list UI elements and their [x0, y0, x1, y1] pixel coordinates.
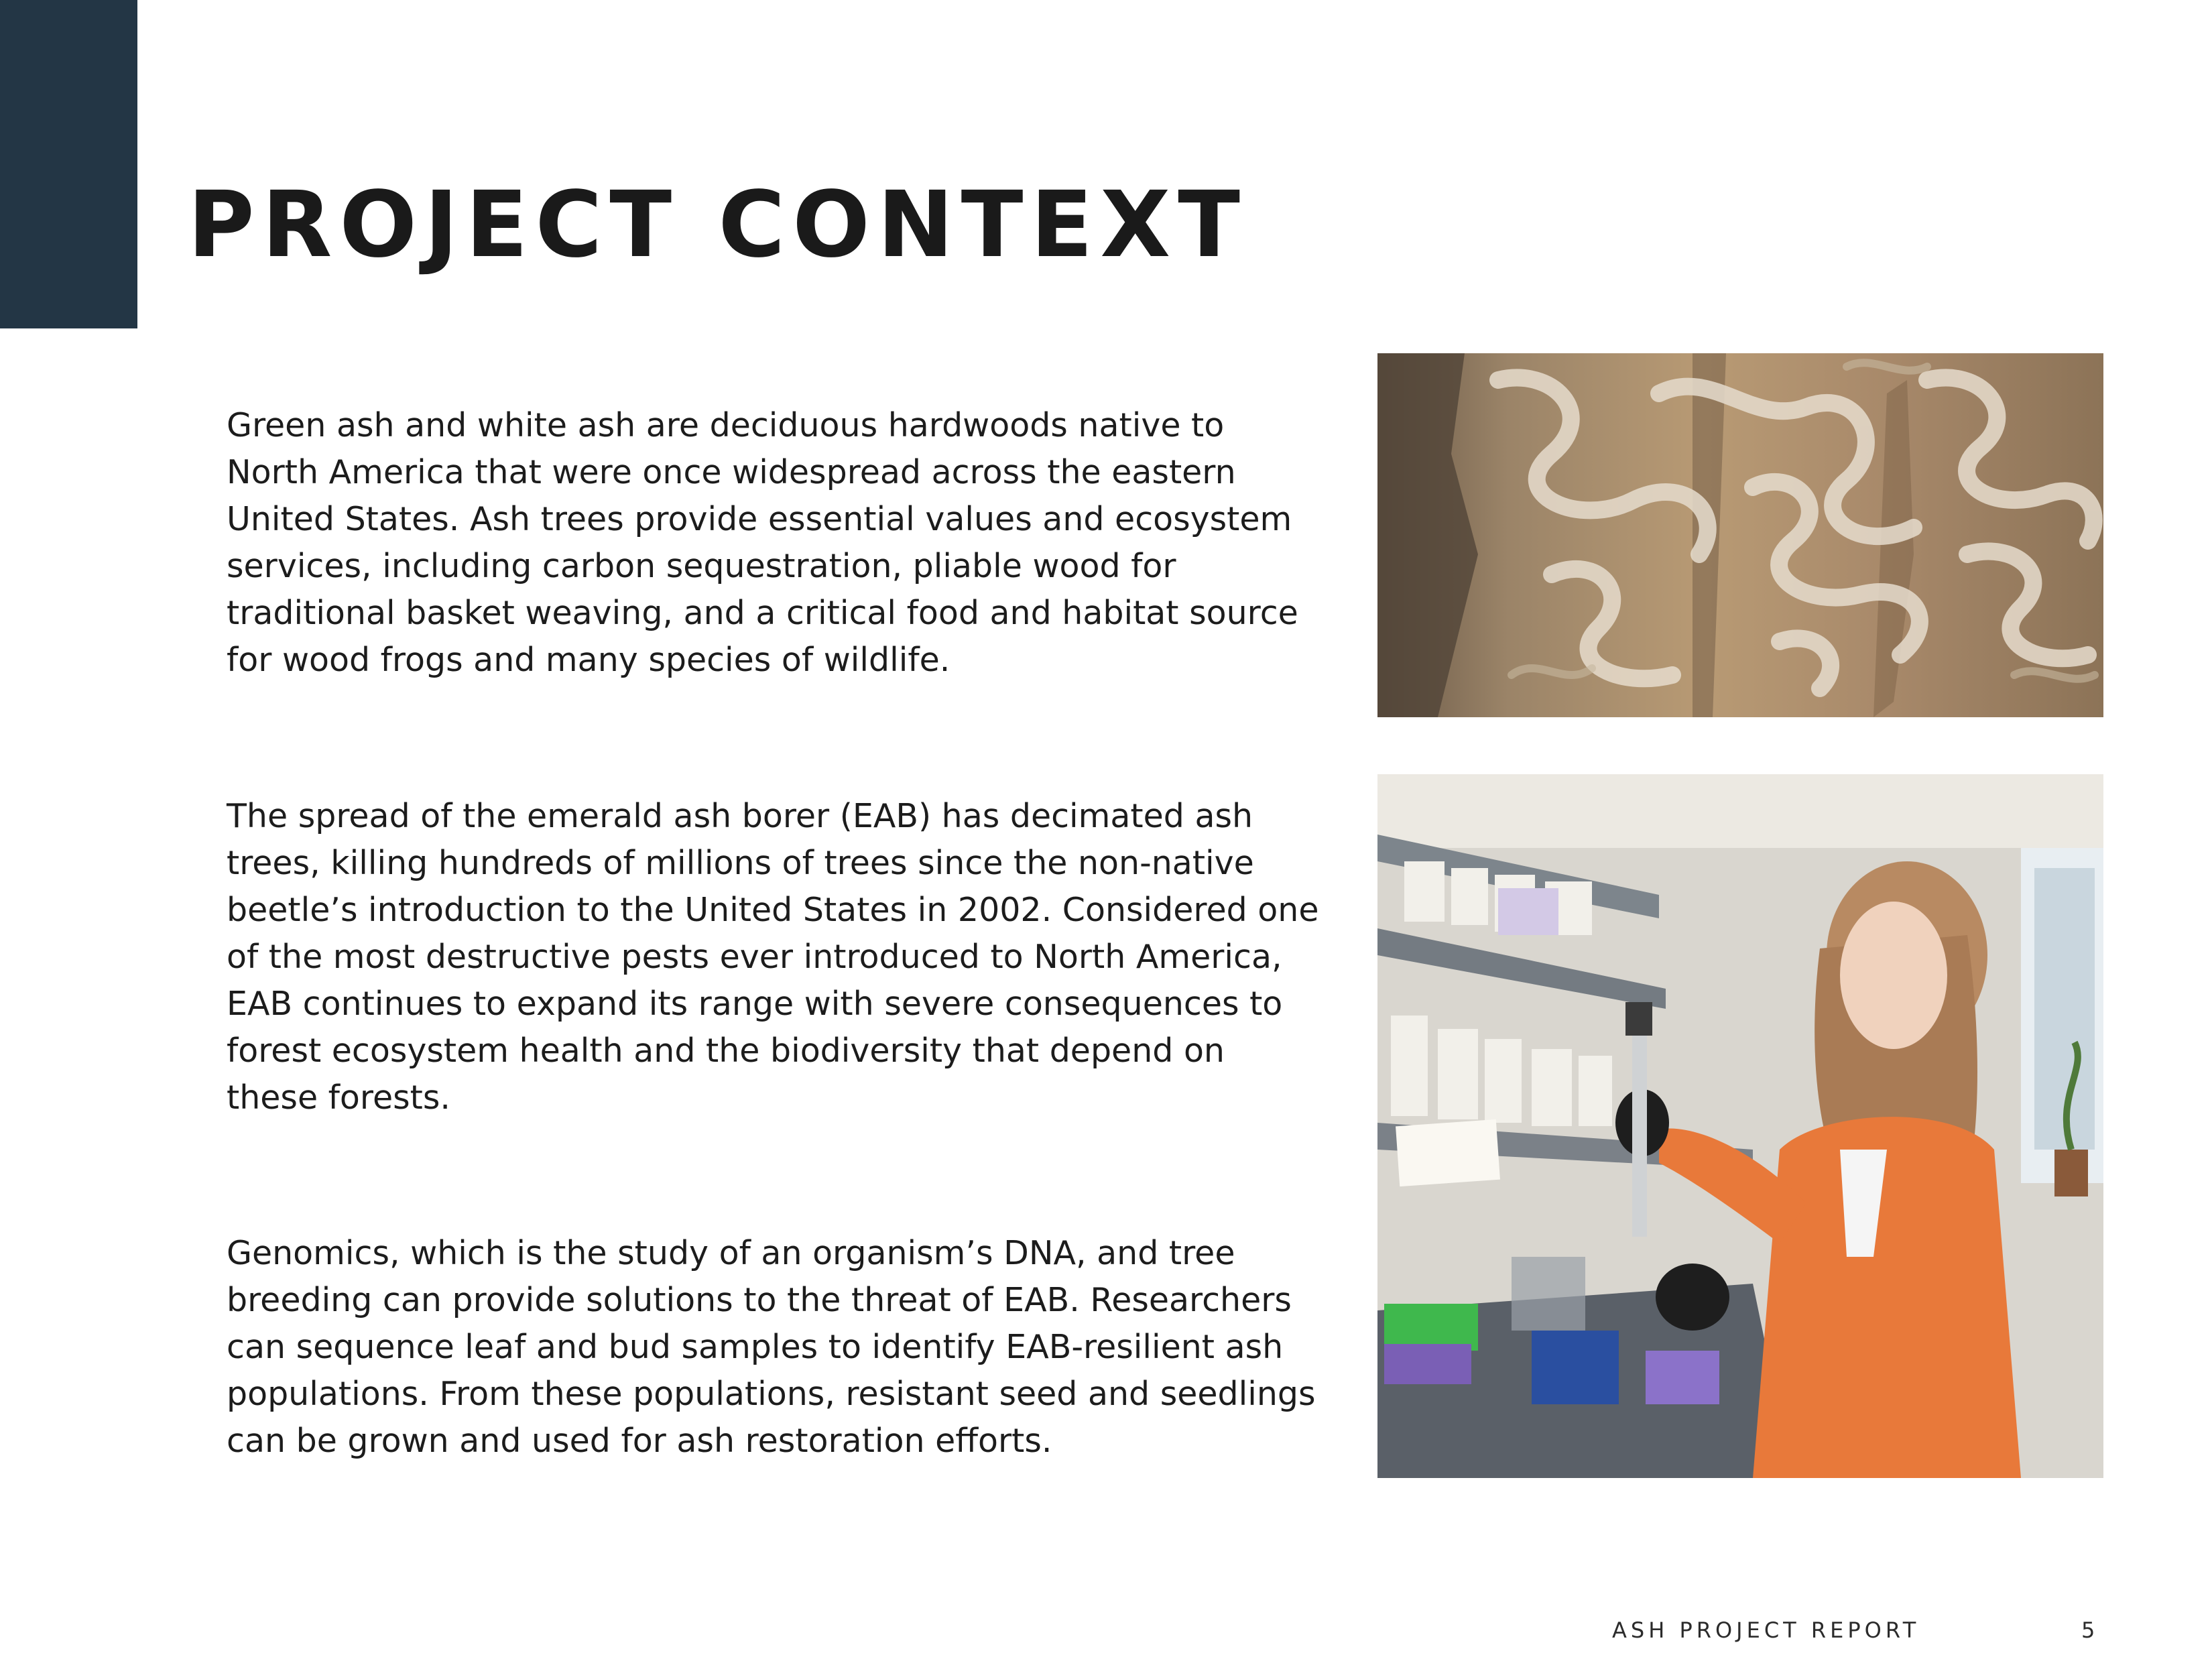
lab-researcher-photo — [1377, 774, 2103, 1478]
paragraph-emerald-ash-borer: The spread of the emerald ash borer (EAB) has decimated ash trees, killing hundreds of millions of trees since the non-native beetle’s introduction to the United States in 2002. Considered one of the most destructive pests ever introduced to North America, EAB continues to expand its range with severe consequences to forest ecosystem health and the biodiversity that depend on these forests. — [227, 797, 1319, 1117]
header-accent-block — [0, 0, 137, 328]
page-number: 5 — [2081, 1617, 2095, 1643]
paragraph-ash-trees: Green ash and white ash are deciduous hardwoods native to North America that were once widespread across the eastern United States. Ash trees provide essential values and ecosystem services, including carbon sequestration, pliable wood for traditional basket weaving, and a critical food and habitat source for wood frogs and many species of wildlife. — [227, 406, 1298, 679]
footer-report-label: ASH PROJECT REPORT — [1612, 1617, 1920, 1643]
paragraph-genomics: Genomics, which is the study of an organism’s DNA, and tree breeding can provide solutions to the threat of EAB. Researchers can sequence leaf and bud samples to identify EAB-resilient ash populations. From these populations, resistant seed and seedlings can be grown and used for ash restoration efforts. — [227, 1234, 1316, 1460]
page-title: PROJECT CONTEXT — [188, 172, 1247, 278]
bark-galleries-photo — [1377, 353, 2103, 717]
